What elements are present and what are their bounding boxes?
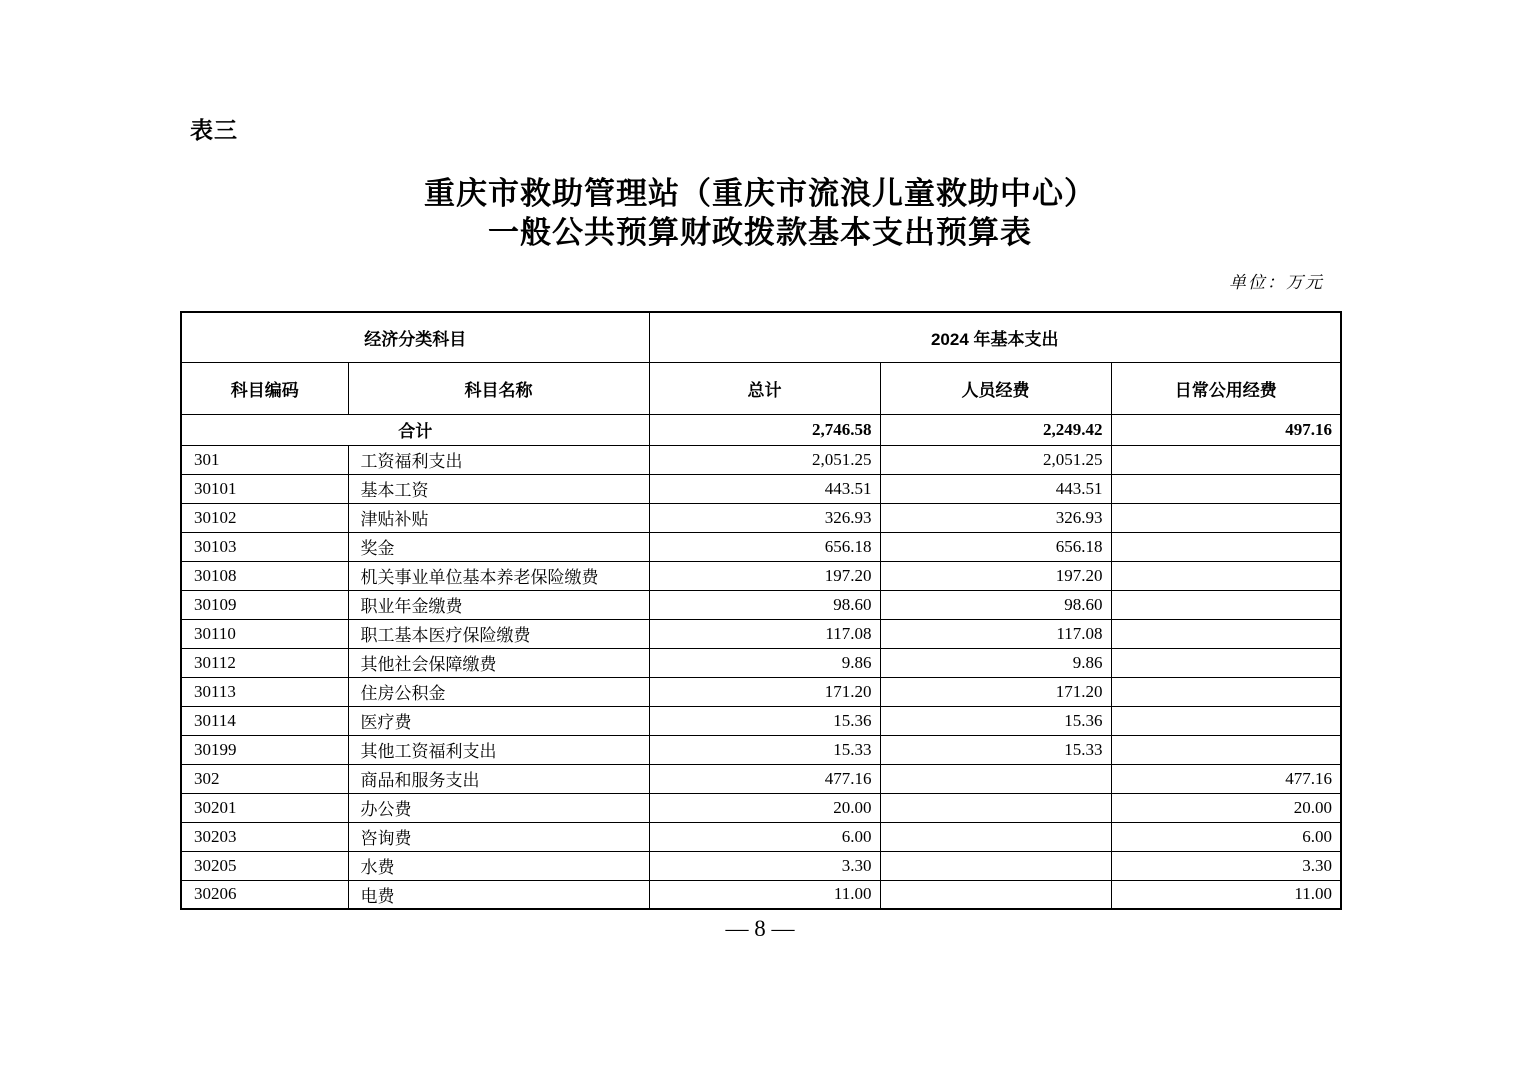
title-line-2: 一般公共预算财政拨款基本支出预算表 [488, 215, 1032, 250]
daily-value-cell [1111, 590, 1341, 619]
table-row [181, 590, 1341, 619]
subject-code-cell: 30201 [181, 793, 348, 822]
subject-code-cell: 30199 [181, 735, 348, 764]
subject-code-cell: 30101 [181, 474, 348, 503]
header-subject-code: 科目编码 [181, 362, 348, 414]
subject-code-cell: 30103 [181, 532, 348, 561]
subject-code-cell: 30205 [181, 851, 348, 880]
personnel-value-cell: 656.18 [880, 532, 1111, 561]
table-row [181, 822, 1341, 851]
subject-name-cell: 其他社会保障缴费 [348, 648, 649, 677]
total-value-cell: 11.00 [649, 880, 880, 909]
personnel-value-cell: 15.36 [880, 706, 1111, 735]
personnel-value-cell: 326.93 [880, 503, 1111, 532]
table-row [181, 764, 1341, 793]
personnel-value-cell [880, 880, 1111, 909]
total-value-cell: 171.20 [649, 677, 880, 706]
personnel-value-cell [880, 822, 1111, 851]
header-personnel-funds: 人员经费 [880, 362, 1111, 414]
table-header [181, 312, 1341, 414]
subject-code-cell: 30206 [181, 880, 348, 909]
subject-name-cell: 其他工资福利支出 [348, 735, 649, 764]
table-row [181, 532, 1341, 561]
subject-name-cell: 津贴补贴 [348, 503, 649, 532]
subject-code-cell: 30203 [181, 822, 348, 851]
header-group-row [181, 312, 1341, 362]
personnel-value-cell [880, 793, 1111, 822]
subject-name-cell: 机关事业单位基本养老保险缴费 [348, 561, 649, 590]
header-columns-row [181, 362, 1341, 414]
total-value-cell: 197.20 [649, 561, 880, 590]
total-row [181, 414, 1341, 445]
header-subject-name: 科目名称 [348, 362, 649, 414]
table-row [181, 648, 1341, 677]
table-row [181, 735, 1341, 764]
total-row-personnel: 2,249.42 [880, 414, 1111, 445]
header-total: 总计 [649, 362, 880, 414]
total-value-cell: 15.33 [649, 735, 880, 764]
total-row-daily: 497.16 [1111, 414, 1341, 445]
subject-name-cell: 咨询费 [348, 822, 649, 851]
personnel-value-cell [880, 851, 1111, 880]
subject-name-cell: 基本工资 [348, 474, 649, 503]
total-value-cell: 20.00 [649, 793, 880, 822]
page-number: — 8 — [725, 916, 795, 941]
personnel-value-cell: 15.33 [880, 735, 1111, 764]
total-value-cell: 477.16 [649, 764, 880, 793]
table-row [181, 619, 1341, 648]
table-row [181, 561, 1341, 590]
table-row [181, 880, 1341, 909]
daily-value-cell: 6.00 [1111, 822, 1341, 851]
personnel-value-cell: 443.51 [880, 474, 1111, 503]
table-row [181, 445, 1341, 474]
daily-value-cell [1111, 735, 1341, 764]
total-value-cell: 656.18 [649, 532, 880, 561]
personnel-value-cell: 117.08 [880, 619, 1111, 648]
daily-value-cell [1111, 445, 1341, 474]
table-row [181, 793, 1341, 822]
daily-value-cell [1111, 619, 1341, 648]
document-title [0, 174, 1520, 252]
unit-note: 单位：万元 [1229, 273, 1324, 292]
total-value-cell: 6.00 [649, 822, 880, 851]
subject-name-cell: 办公费 [348, 793, 649, 822]
total-value-cell: 9.86 [649, 648, 880, 677]
subject-name-cell: 奖金 [348, 532, 649, 561]
daily-value-cell: 20.00 [1111, 793, 1341, 822]
subject-name-cell: 电费 [348, 880, 649, 909]
table-label: 表三 [190, 117, 238, 143]
subject-code-cell: 30108 [181, 561, 348, 590]
daily-value-cell: 3.30 [1111, 851, 1341, 880]
total-value-cell: 117.08 [649, 619, 880, 648]
daily-value-cell [1111, 474, 1341, 503]
personnel-value-cell: 171.20 [880, 677, 1111, 706]
daily-value-cell [1111, 648, 1341, 677]
header-daily-public-funds: 日常公用经费 [1111, 362, 1341, 414]
table-row [181, 706, 1341, 735]
table-row [181, 851, 1341, 880]
subject-name-cell: 水费 [348, 851, 649, 880]
personnel-value-cell: 98.60 [880, 590, 1111, 619]
subject-code-cell: 301 [181, 445, 348, 474]
subject-name-cell: 住房公积金 [348, 677, 649, 706]
table-row [181, 474, 1341, 503]
daily-value-cell [1111, 561, 1341, 590]
total-value-cell: 2,051.25 [649, 445, 880, 474]
subject-name-cell: 商品和服务支出 [348, 764, 649, 793]
table-row [181, 677, 1341, 706]
subject-code-cell: 302 [181, 764, 348, 793]
personnel-value-cell: 197.20 [880, 561, 1111, 590]
total-value-cell: 3.30 [649, 851, 880, 880]
subject-code-cell: 30109 [181, 590, 348, 619]
subject-code-cell: 30110 [181, 619, 348, 648]
total-row-total: 2,746.58 [649, 414, 880, 445]
total-row-label: 合计 [181, 414, 649, 445]
daily-value-cell [1111, 503, 1341, 532]
total-value-cell: 443.51 [649, 474, 880, 503]
daily-value-cell: 11.00 [1111, 880, 1341, 909]
total-value-cell: 98.60 [649, 590, 880, 619]
table-body [181, 414, 1341, 909]
title-line-1: 重庆市救助管理站（重庆市流浪儿童救助中心） [424, 176, 1096, 211]
header-2024-basic-expenditure: 2024 年基本支出 [649, 312, 1341, 362]
daily-value-cell [1111, 677, 1341, 706]
subject-name-cell: 工资福利支出 [348, 445, 649, 474]
subject-name-cell: 职工基本医疗保险缴费 [348, 619, 649, 648]
budget-table [180, 311, 1342, 910]
personnel-value-cell [880, 764, 1111, 793]
subject-code-cell: 30114 [181, 706, 348, 735]
subject-code-cell: 30102 [181, 503, 348, 532]
total-value-cell: 326.93 [649, 503, 880, 532]
personnel-value-cell: 2,051.25 [880, 445, 1111, 474]
header-economic-classification: 经济分类科目 [181, 312, 649, 362]
subject-name-cell: 职业年金缴费 [348, 590, 649, 619]
table-row [181, 503, 1341, 532]
daily-value-cell [1111, 532, 1341, 561]
daily-value-cell [1111, 706, 1341, 735]
subject-code-cell: 30113 [181, 677, 348, 706]
personnel-value-cell: 9.86 [880, 648, 1111, 677]
subject-code-cell: 30112 [181, 648, 348, 677]
total-value-cell: 15.36 [649, 706, 880, 735]
daily-value-cell: 477.16 [1111, 764, 1341, 793]
subject-name-cell: 医疗费 [348, 706, 649, 735]
